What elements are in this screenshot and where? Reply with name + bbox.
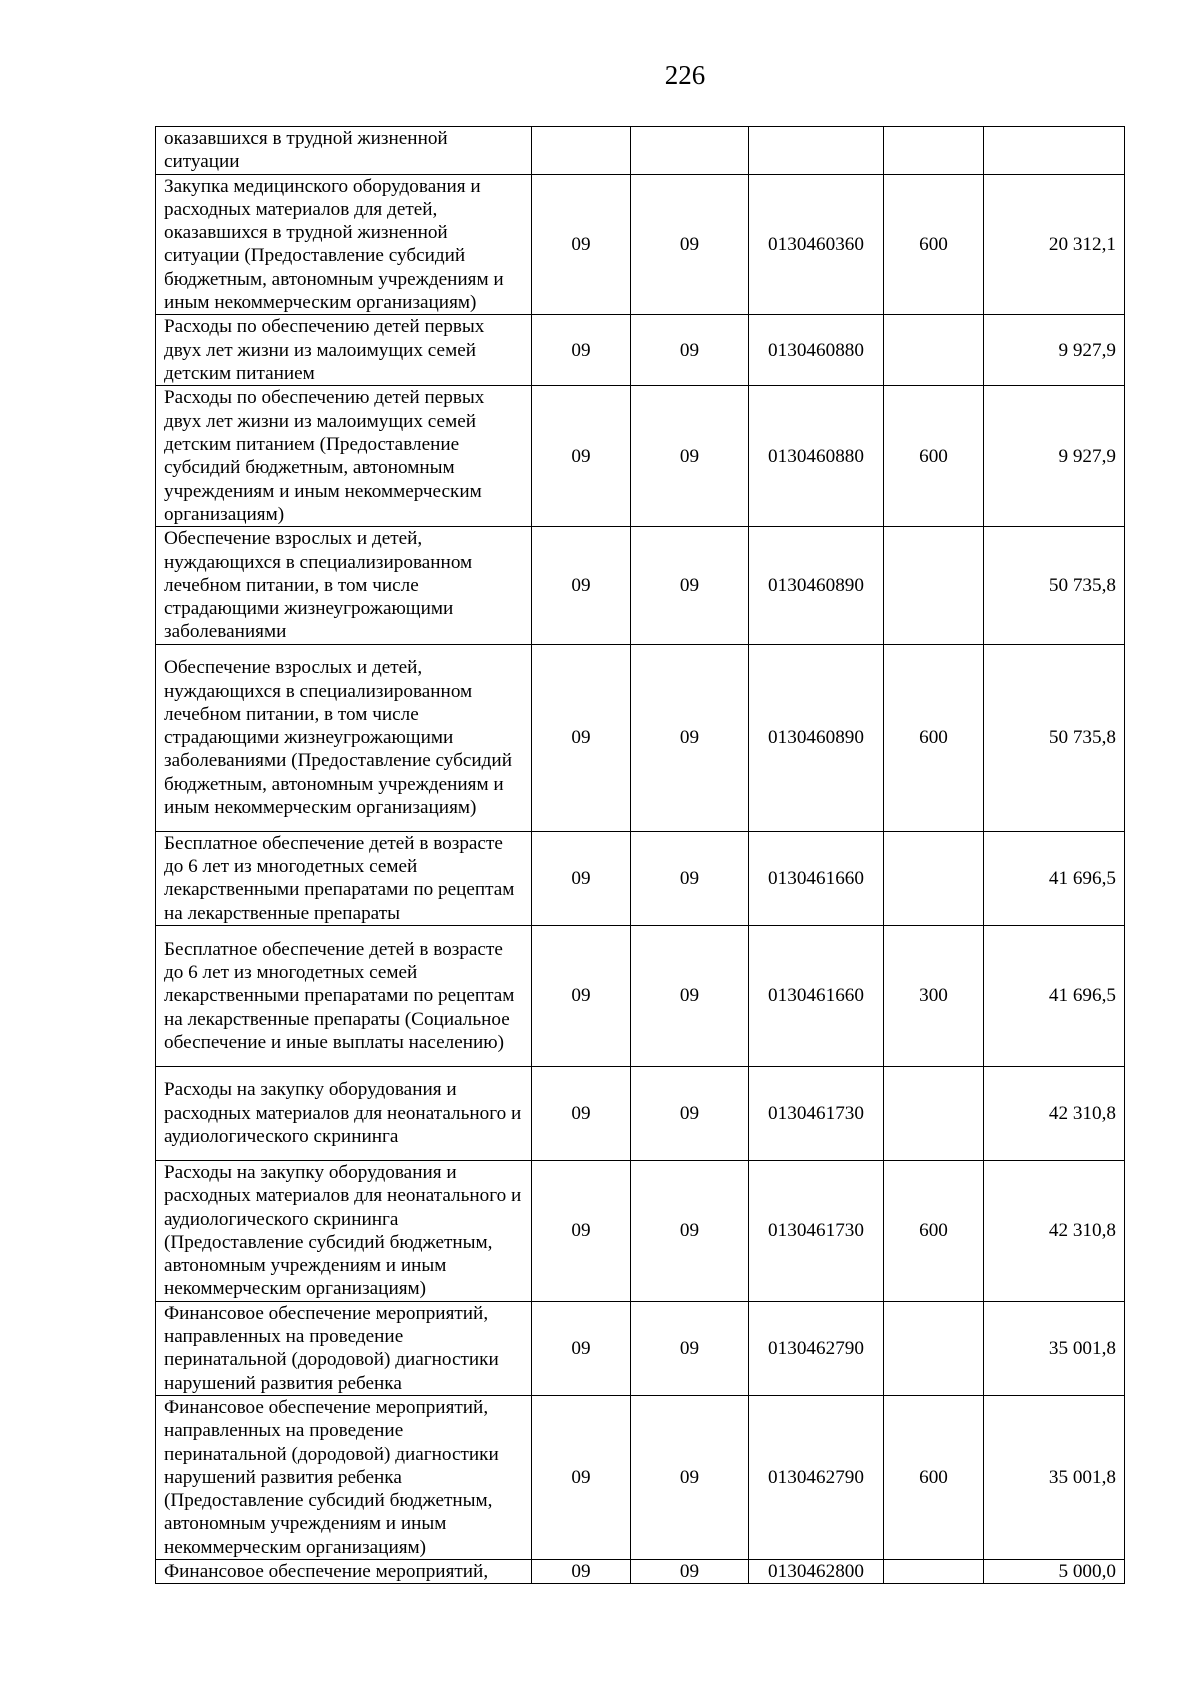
- cell-name: Бесплатное обеспечение детей в возрасте до 6 лет из многодетных семей лекарственными препаратами по рецептам на лекарственные препараты: [156, 831, 532, 925]
- cell-section: 09: [532, 386, 631, 527]
- table-row: [156, 527, 1125, 644]
- cell-sum: 42 310,8: [984, 1066, 1125, 1160]
- cell-type: 600: [884, 644, 984, 831]
- table-row: [156, 831, 1125, 925]
- cell-sum: 41 696,5: [984, 831, 1125, 925]
- cell-subsection: 09: [631, 925, 749, 1066]
- budget-table-body: [156, 127, 1125, 1584]
- cell-section: 09: [532, 831, 631, 925]
- cell-type: 600: [884, 386, 984, 527]
- cell-sum: 50 735,8: [984, 644, 1125, 831]
- cell-type: 600: [884, 1395, 984, 1559]
- cell-sum: 41 696,5: [984, 925, 1125, 1066]
- cell-section: 09: [532, 1559, 631, 1583]
- cell-name: оказавшихся в трудной жизненной ситуации: [156, 127, 532, 175]
- cell-name: Обеспечение взрослых и детей, нуждающихся в специализированном лечебном питании, в том числе страдающими жизнеугрожающими заболеваниями (Предоставление субсидий бюджетным, автономным учреждениям и иным некоммерческим организациям): [156, 644, 532, 831]
- cell-subsection: 09: [631, 1395, 749, 1559]
- cell-section: 09: [532, 1301, 631, 1395]
- cell-type: [884, 315, 984, 386]
- cell-target: 0130460890: [749, 644, 884, 831]
- cell-target: 0130461660: [749, 925, 884, 1066]
- cell-sum: 50 735,8: [984, 527, 1125, 644]
- cell-name: Финансовое обеспечение мероприятий, направленных на проведение перинатальной (дородовой) диагностики нарушений развития ребенка (Предоставление субсидий бюджетным, автономным учреждениям и иным некоммерческим организациям): [156, 1395, 532, 1559]
- cell-target: 0130460880: [749, 315, 884, 386]
- table-row: [156, 127, 1125, 175]
- cell-target: 0130462800: [749, 1559, 884, 1583]
- cell-name: Бесплатное обеспечение детей в возрасте до 6 лет из многодетных семей лекарственными препаратами по рецептам на лекарственные препараты (Социальное обеспечение и иные выплаты населению): [156, 925, 532, 1066]
- cell-section: 09: [532, 925, 631, 1066]
- table-row: [156, 1395, 1125, 1559]
- cell-subsection: 09: [631, 1066, 749, 1160]
- cell-name: Закупка медицинского оборудования и расходных материалов для детей, оказавшихся в трудной жизненной ситуации (Предоставление субсидий бюджетным, автономным учреждениям и иным некоммерческим организациям): [156, 174, 532, 315]
- cell-type: [884, 1301, 984, 1395]
- cell-sum: 9 927,9: [984, 386, 1125, 527]
- cell-subsection: 09: [631, 386, 749, 527]
- table-row: [156, 644, 1125, 831]
- cell-section: 09: [532, 527, 631, 644]
- cell-subsection: 09: [631, 1160, 749, 1301]
- cell-section: 09: [532, 1066, 631, 1160]
- table-row: [156, 315, 1125, 386]
- cell-name: Расходы на закупку оборудования и расходных материалов для неонатального и аудиологического скрининга (Предоставление субсидий бюджетным, автономным учреждениям и иным некоммерческим организациям): [156, 1160, 532, 1301]
- cell-target: 0130460890: [749, 527, 884, 644]
- cell-type: 300: [884, 925, 984, 1066]
- page-number: 226: [664, 60, 706, 90]
- cell-target: 0130461660: [749, 831, 884, 925]
- cell-target: 0130461730: [749, 1066, 884, 1160]
- cell-name: Финансовое обеспечение мероприятий, направленных на проведение перинатальной (дородовой) диагностики нарушений развития ребенка: [156, 1301, 532, 1395]
- cell-sum: 5 000,0: [984, 1559, 1125, 1583]
- cell-subsection: 09: [631, 831, 749, 925]
- table-row: [156, 925, 1125, 1066]
- cell-section: 09: [532, 315, 631, 386]
- cell-type: 600: [884, 174, 984, 315]
- cell-section: [532, 127, 631, 175]
- table-row: [156, 1301, 1125, 1395]
- cell-section: 09: [532, 1395, 631, 1559]
- cell-subsection: 09: [631, 174, 749, 315]
- cell-subsection: 09: [631, 315, 749, 386]
- cell-target: 0130462790: [749, 1395, 884, 1559]
- cell-type: 600: [884, 1160, 984, 1301]
- table-row: [156, 1160, 1125, 1301]
- cell-name: Расходы по обеспечению детей первых двух лет жизни из малоимущих семей детским питанием: [156, 315, 532, 386]
- table-row: [156, 174, 1125, 315]
- cell-section: 09: [532, 174, 631, 315]
- cell-target: 0130460880: [749, 386, 884, 527]
- cell-type: [884, 127, 984, 175]
- cell-sum: 42 310,8: [984, 1160, 1125, 1301]
- cell-sum: 35 001,8: [984, 1301, 1125, 1395]
- cell-target: [749, 127, 884, 175]
- cell-subsection: 09: [631, 527, 749, 644]
- cell-type: [884, 1066, 984, 1160]
- cell-subsection: 09: [631, 1301, 749, 1395]
- cell-target: 0130462790: [749, 1301, 884, 1395]
- cell-sum: 35 001,8: [984, 1395, 1125, 1559]
- budget-table: [155, 126, 1125, 1584]
- cell-sum: [984, 127, 1125, 175]
- cell-subsection: 09: [631, 644, 749, 831]
- cell-type: [884, 831, 984, 925]
- cell-subsection: [631, 127, 749, 175]
- cell-section: 09: [532, 1160, 631, 1301]
- cell-name: Расходы на закупку оборудования и расходных материалов для неонатального и аудиологического скрининга: [156, 1066, 532, 1160]
- cell-name: Обеспечение взрослых и детей, нуждающихся в специализированном лечебном питании, в том числе страдающими жизнеугрожающими заболеваниями: [156, 527, 532, 644]
- cell-type: [884, 1559, 984, 1583]
- cell-name: Расходы по обеспечению детей первых двух лет жизни из малоимущих семей детским питанием (Предоставление субсидий бюджетным, автономным учреждениям и иным некоммерческим организациям): [156, 386, 532, 527]
- table-row: [156, 1559, 1125, 1583]
- cell-section: 09: [532, 644, 631, 831]
- table-row: [156, 386, 1125, 527]
- table-row: [156, 1066, 1125, 1160]
- cell-type: [884, 527, 984, 644]
- cell-sum: 9 927,9: [984, 315, 1125, 386]
- cell-sum: 20 312,1: [984, 174, 1125, 315]
- cell-name: Финансовое обеспечение мероприятий,: [156, 1559, 532, 1583]
- cell-target: 0130461730: [749, 1160, 884, 1301]
- cell-target: 0130460360: [749, 174, 884, 315]
- cell-subsection: 09: [631, 1559, 749, 1583]
